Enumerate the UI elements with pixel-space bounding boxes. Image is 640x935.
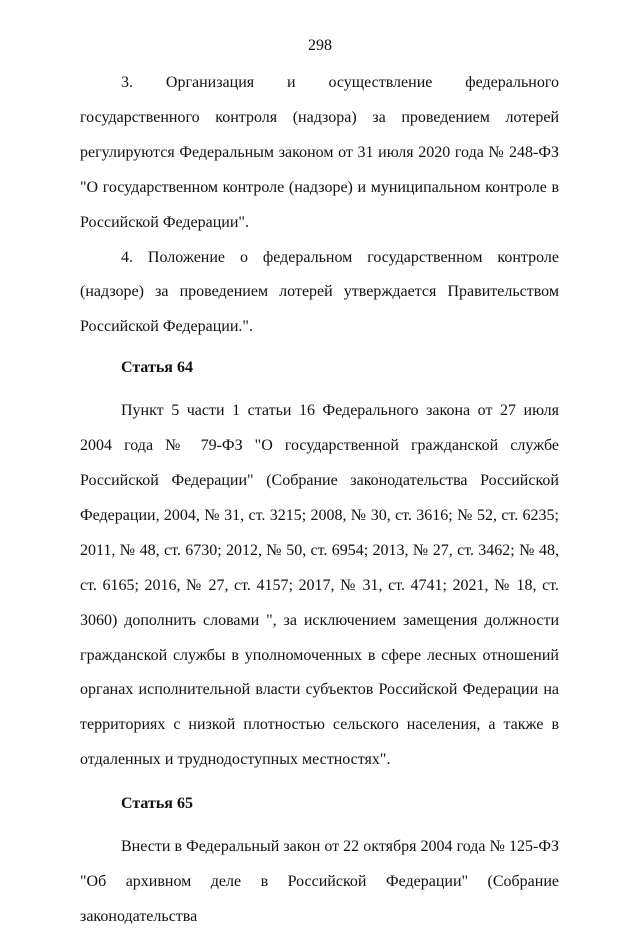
page-number: 298 bbox=[308, 37, 332, 54]
article-65-heading: Статья 65 bbox=[121, 795, 193, 813]
article-64-heading: Статья 64 bbox=[121, 359, 193, 377]
paragraph-item-4: 4. Положение о федеральном государственном контроле (надзоре) за проведением лотерей утверждается Правительством Российской Федерации.". bbox=[80, 248, 559, 336]
article-65-paragraph: Внести в Федеральный закон от 22 октября 2004 года № 125-ФЗ "Об архивном деле в Российской Федерации" (Собрание законодательства bbox=[80, 838, 559, 925]
document-body bbox=[80, 66, 559, 935]
article-64-paragraph: Пункт 5 части 1 статьи 16 Федерального закона от 27 июля 2004 года № 79-ФЗ "О государственной гражданской службе Российской Федерации" (Собрание законодательства Российской Федерации, 2004, № 31, ст. 3215; 2008, № 30, ст. 3616; № 52, ст. 6235; 2011, № 48, ст. 6730; 2012, № 50, ст. 6954; 2013, № 27, ст. 3462; № 48, ст. 6165; 2016, № 27, ст. 4157; 2017, № 31, ст. 4741; 2021, № 18, ст. 3060) дополнить словами ", за исключением замещения должности гражданской службы в уполномоченных в сфере лесных отношений органах исполнительной власти субъектов Российской Федерации на территориях с низкой плотностью сельского населения, а также в отдаленных и труднодоступных местностях". bbox=[80, 402, 559, 769]
paragraph-item-3: 3. Организация и осуществление федерального государственного контроля (надзора) за проведением лотерей регулируются Федеральным законом от 31 июля 2020 года № 248-ФЗ "О государственном контроле (надзоре) и муниципальном контроле в Российской Федерации". bbox=[80, 74, 559, 231]
